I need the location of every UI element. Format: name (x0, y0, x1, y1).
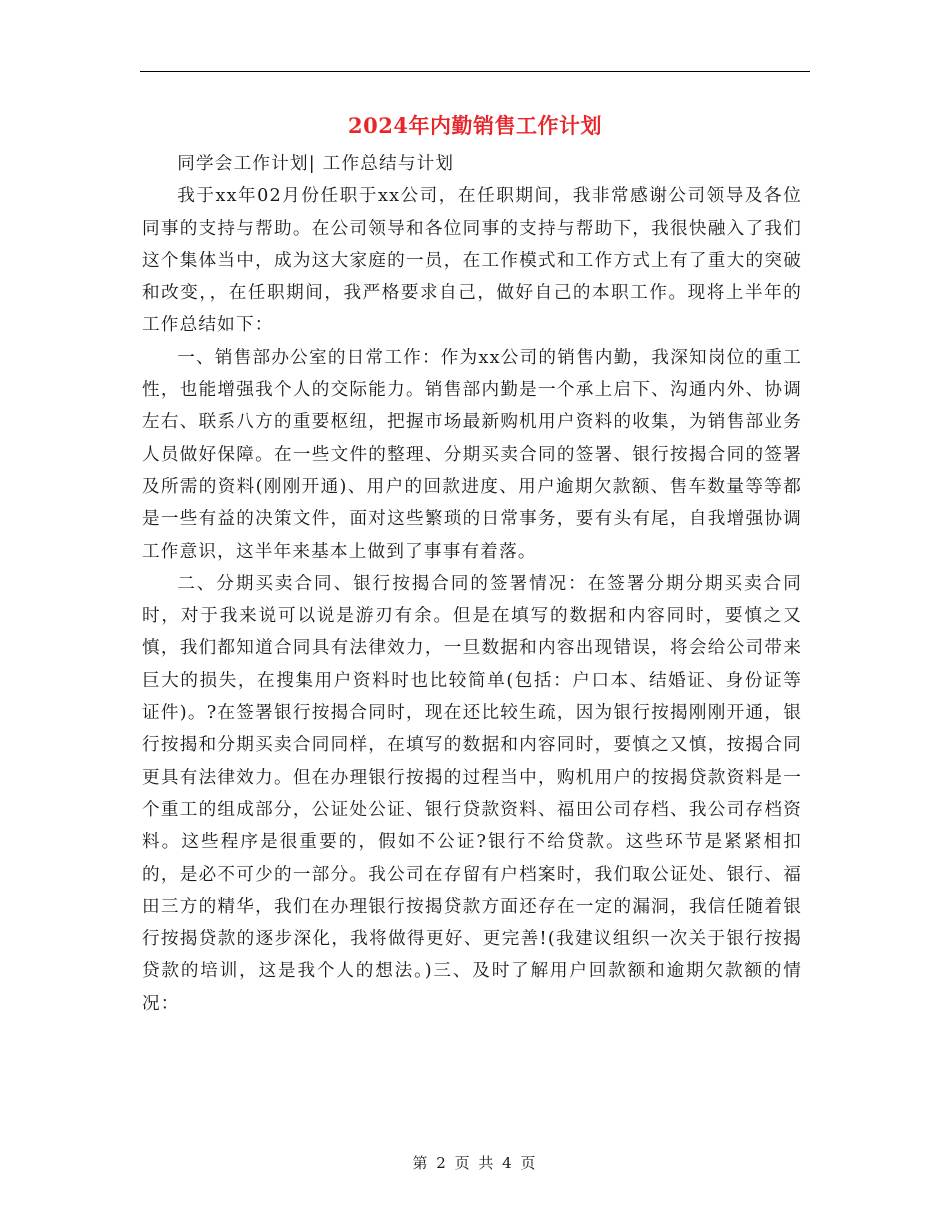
header-rule (140, 71, 810, 72)
document-title: 2024年内勤销售工作计划 (348, 113, 602, 138)
body-paragraph: 一、销售部办公室的日常工作：作为xx公司的销售内勤，我深知岗位的重工性，也能增强我个人的交际能力。销售部内勤是一个承上启下、沟通内外、协调左右、联系八方的重要枢纽，把握市场最新购机用户资料的收集，为销售部业务人员做好保障。在一些文件的整理、分期买卖合同的签署、银行按揭合同的签署及所需的资料(刚刚开通)、用户的回款进度、用户逾期欠款额、售车数量等等都是一些有益的决策文件，面对这些繁琐的日常事务，要有头有尾，自我增强协调工作意识，这半年来基本上做到了事事有着落。 (142, 347, 802, 562)
body-paragraph: 我于xx年02月份任职于xx公司，在任职期间，我非常感谢公司领导及各位同事的支持与帮助。在公司领导和各位同事的支持与帮助下，我很快融入了我们这个集体当中，成为这大家庭的一员，在工作模式和工作方式上有了重大的突破和改变，，在任职期间，我严格要求自己，做好自己的本职工作。现将上半年的工作总结如下： (142, 186, 802, 336)
page-number: 第 2 页 共 4 页 (412, 1154, 538, 1172)
body-paragraph: 同学会工作计划| 工作总结与计划 (177, 154, 455, 174)
document-body (142, 148, 802, 1020)
body-paragraph: 二、分期买卖合同、银行按揭合同的签署情况：在签署分期分期买卖合同时，对于我来说可以说是游刃有余。但是在填写的数据和内容同时，要慎之又慎，我们都知道合同具有法律效力，一旦数据和内容出现错误，将会给公司带来巨大的损失，在搜集用户资料时也比较简单(包括：户口本、结婚证、身份证等证件)。?在签署银行按揭合同时，现在还比较生疏，因为银行按揭刚刚开通，银行按揭和分期买卖合同同样，在填写的数据和内容同时，要慎之又慎，按揭合同更具有法律效力。但在办理银行按揭的过程当中，购机用户的按揭贷款资料是一个重工的组成部分，公证处公证、银行贷款资料、福田公司存档、我公司存档资料。这些程序是很重要的，假如不公证?银行不给贷款。这些环节是紧紧相扣的，是必不可少的一部分。我公司在存留有户档案时，我们取公证处、银行、福田三方的精华，我们在办理银行按揭贷款方面还存在一定的漏洞，我信任随着银行按揭贷款的逐步深化，我将做得更好、更完善!(我建议组织一次关于银行按揭贷款的培训，这是我个人的想法。)三、及时了解用户回款额和逾期欠款额的情况： (142, 573, 802, 1014)
